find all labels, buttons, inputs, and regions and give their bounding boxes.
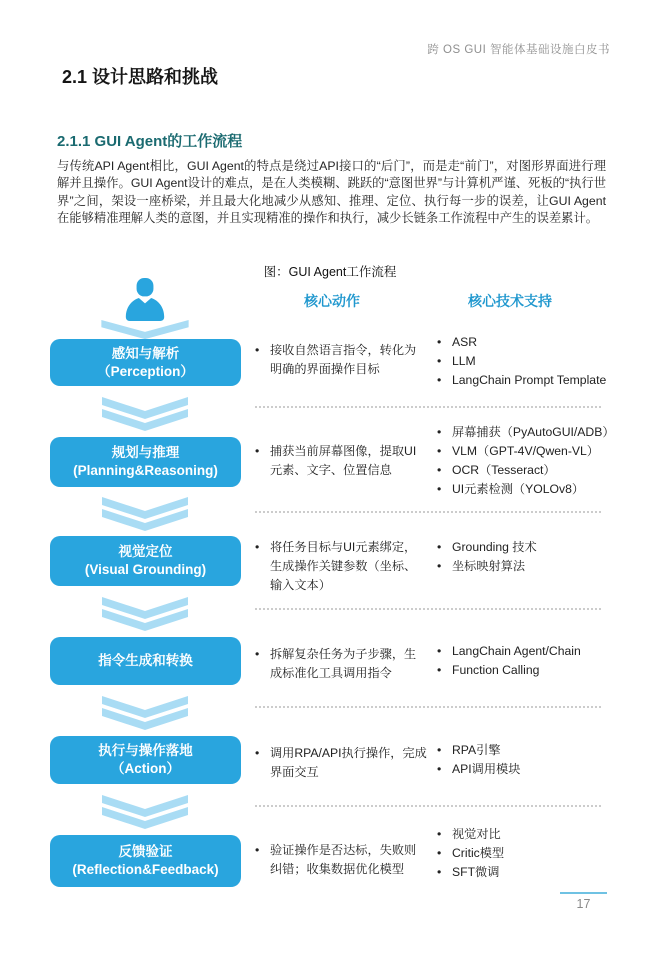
tech-item: • 视觉对比 bbox=[434, 825, 640, 844]
page-title: 2.1 设计思路和挑战 bbox=[62, 67, 219, 87]
stage-name: 执行与操作落地 bbox=[98, 743, 193, 758]
chevron-double-down-icon bbox=[102, 696, 188, 732]
stage-action-list bbox=[252, 744, 427, 782]
tech-item: • 坐标映射算法 bbox=[434, 557, 640, 576]
action-item: • 捕获当前屏幕图像，提取UI元素、文字、位置信息 bbox=[252, 442, 427, 480]
stage-name-en: (Planning&Reasoning) bbox=[73, 463, 218, 478]
chevron-down-icon bbox=[97, 320, 193, 340]
stage-name: 感知与解析 bbox=[111, 345, 180, 361]
stage-tech-list bbox=[434, 741, 640, 779]
stage-tech-list bbox=[434, 423, 640, 499]
stage-tech-list bbox=[434, 825, 640, 882]
row-divider bbox=[255, 706, 601, 708]
tech-item: • 屏幕捕获（PyAutoGUI/ADB） bbox=[434, 423, 640, 442]
chevron-double-down-icon bbox=[102, 397, 188, 433]
footer-accent-line bbox=[560, 892, 607, 894]
row-divider bbox=[255, 608, 601, 610]
action-item: • 调用RPA/API执行操作，完成界面交互 bbox=[252, 744, 427, 782]
stage-box-feedback bbox=[50, 835, 241, 887]
tech-item: • OCR（Tesseract） bbox=[434, 461, 640, 480]
stage-action-list bbox=[252, 538, 427, 595]
stage-tech-list bbox=[434, 333, 640, 390]
stage-box-perception bbox=[50, 339, 241, 386]
stage-action-list bbox=[252, 341, 427, 379]
tech-item: • Grounding 技术 bbox=[434, 538, 640, 557]
row-divider bbox=[255, 511, 601, 513]
stage-name: 反馈验证 bbox=[118, 844, 173, 859]
tech-item: • LLM bbox=[434, 352, 640, 371]
tech-item: • SFT微调 bbox=[434, 863, 640, 882]
stage-name: 指令生成和转换 bbox=[98, 653, 193, 668]
tech-item: • LangChain Prompt Template bbox=[434, 371, 640, 390]
tech-item: • API调用模块 bbox=[434, 760, 640, 779]
column-header-core-actions: 核心动作 bbox=[304, 293, 360, 309]
row-divider bbox=[255, 805, 601, 807]
tech-item: • RPA引擎 bbox=[434, 741, 640, 760]
stage-action-list bbox=[252, 442, 427, 480]
chevron-double-down-icon bbox=[102, 597, 188, 633]
stage-name-en: (Visual Grounding) bbox=[84, 562, 207, 577]
action-item: • 将任务目标与UI元素绑定，生成操作关键参数（坐标、输入文本） bbox=[252, 538, 427, 595]
tech-item: • Critic模型 bbox=[434, 844, 640, 863]
stage-box-grounding bbox=[50, 536, 241, 586]
chevron-double-down-icon bbox=[102, 497, 188, 533]
stage-action-list bbox=[252, 645, 427, 683]
column-header-core-tech: 核心技术支持 bbox=[468, 293, 552, 309]
tech-item: • UI元素检测（YOLOv8） bbox=[434, 480, 640, 499]
stage-name-en: （Action） bbox=[111, 761, 180, 776]
tech-item: • VLM（GPT-4V/Qwen-VL） bbox=[434, 442, 640, 461]
page-number: 17 bbox=[576, 897, 591, 911]
stage-name: 视觉定位 bbox=[118, 544, 173, 559]
stage-name: 规划与推理 bbox=[111, 445, 180, 460]
chevron-double-down-icon bbox=[102, 795, 188, 831]
intro-paragraph: 与传统API Agent相比，GUI Agent的特点是绕过API接口的“后门”，而是走“前门”，对图形界面进行理解并且操作。GUI Agent设计的难点，是在人类模糊、跳跃的“意图世界”与计算机严谨、死板的“执行世界”之间，架设一座桥梁，并且最大化地减少从感知、推理、定位、执行每一步的误差，让GUI Agent在能够精准理解人类的意图，并且实现精准的操作和执行，减少长链条工作流程中产生的误差累计。 bbox=[57, 159, 606, 226]
stage-box-action bbox=[50, 736, 241, 784]
document-header-title: 跨 OS GUI 智能体基础设施白皮书 bbox=[427, 44, 610, 56]
action-item: • 拆解复杂任务为子步骤，生成标准化工具调用指令 bbox=[252, 645, 427, 683]
action-item: • 验证操作是否达标，失败则纠错；收集数据优化模型 bbox=[252, 841, 427, 879]
stage-action-list bbox=[252, 841, 427, 879]
stage-name-en: （Perception） bbox=[97, 363, 194, 379]
figure-caption: 图：GUI Agent工作流程 bbox=[263, 265, 397, 279]
section-title: 2.1.1 GUI Agent的工作流程 bbox=[57, 133, 243, 150]
stage-tech-list bbox=[434, 538, 640, 576]
stage-box-instruction bbox=[50, 637, 241, 685]
stage-box-planning bbox=[50, 437, 241, 487]
stage-tech-list bbox=[434, 642, 640, 680]
user-icon bbox=[122, 278, 168, 321]
tech-item: • ASR bbox=[434, 333, 640, 352]
tech-item: • Function Calling bbox=[434, 661, 640, 680]
action-item: • 接收自然语言指令，转化为明确的界面操作目标 bbox=[252, 341, 427, 379]
tech-item: • LangChain Agent/Chain bbox=[434, 642, 640, 661]
stage-name-en: (Reflection&Feedback) bbox=[72, 862, 219, 877]
row-divider bbox=[255, 406, 601, 408]
